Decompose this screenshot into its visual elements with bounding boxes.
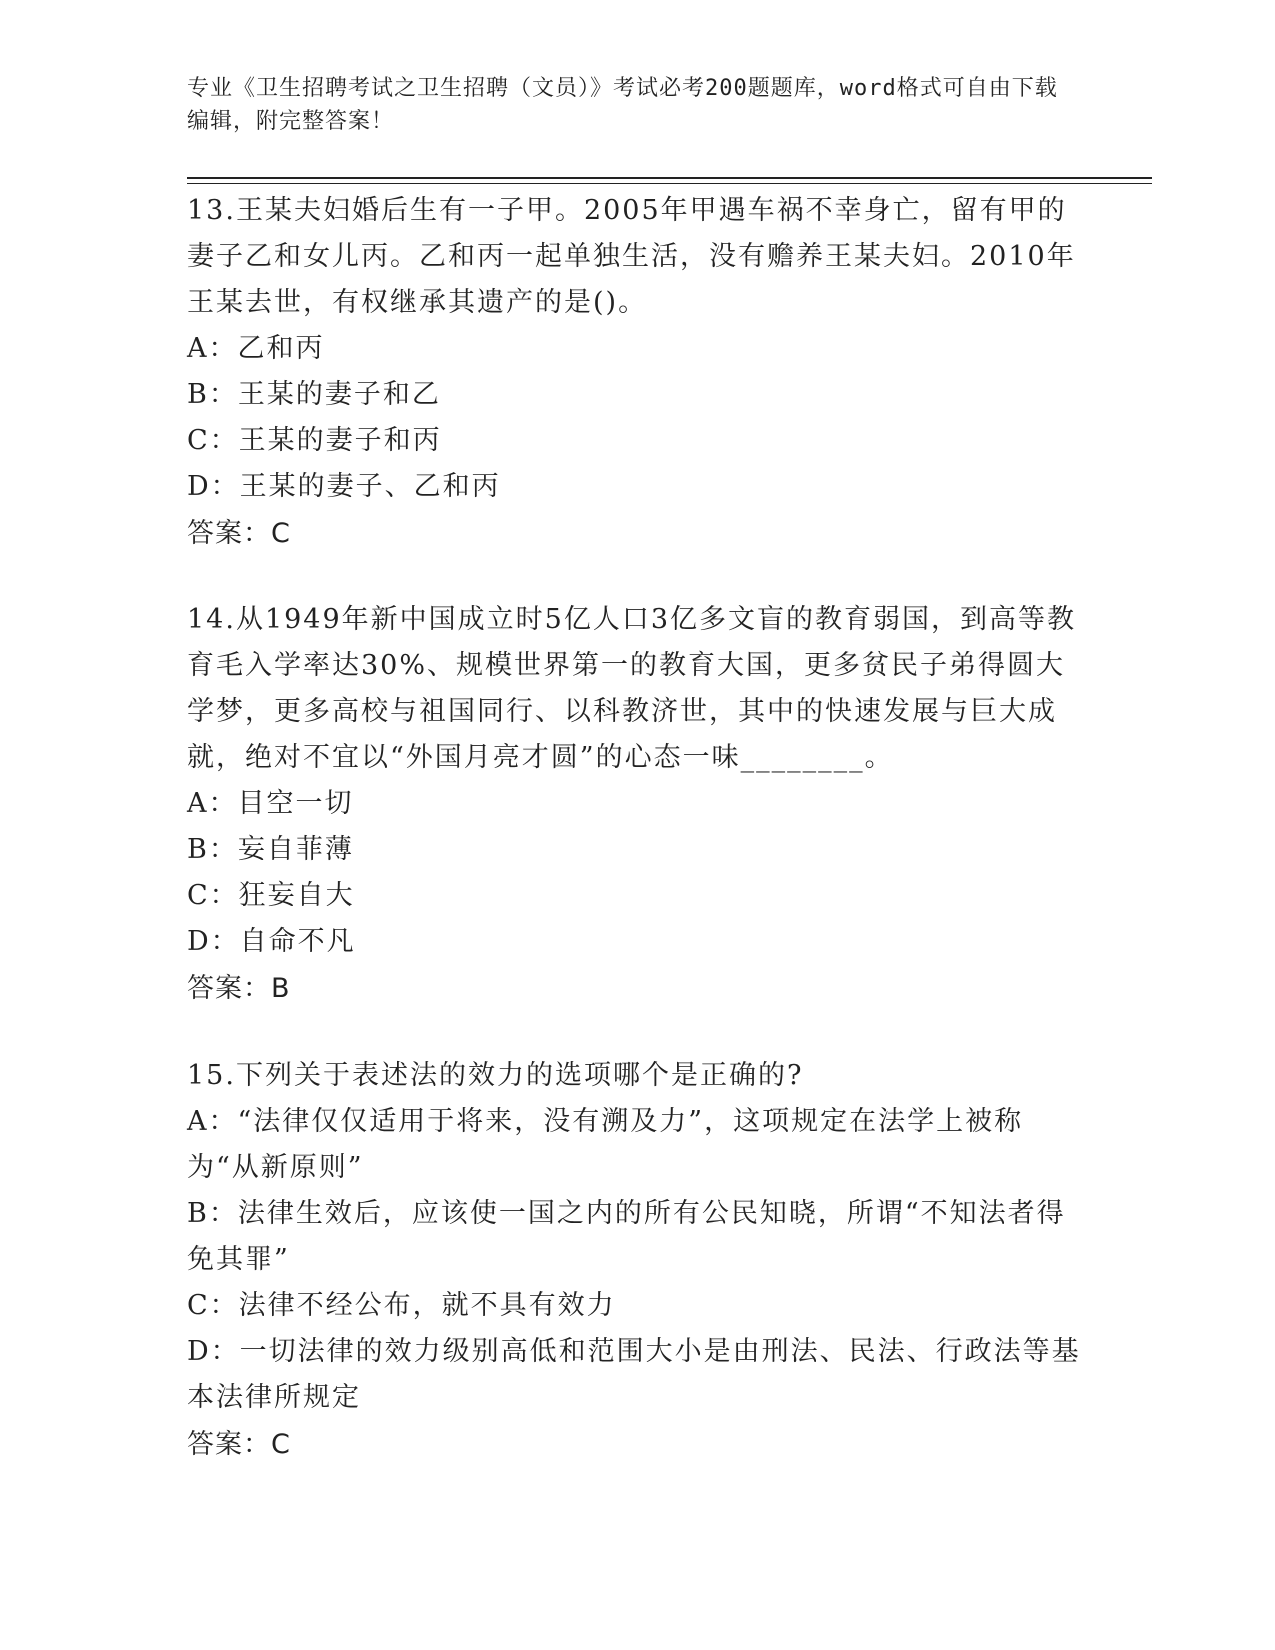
question-stem: 14.从1949年新中国成立时5亿人口3亿多文盲的教育弱国，到高等教育毛入学率达30%、规模世界第一的教育大国，更多贫民子弟得圆大学梦，更多高校与祖国同行、以科教济世，其中的快速发展与巨大成就，绝对不宜以“外国月亮才圆”的心态一味________。: [187, 604, 1077, 773]
header-rule-thick: [187, 177, 1152, 179]
document-header: 专业《卫生招聘考试之卫生招聘（文员）》考试必考200题题库，word格式可自由下载编辑，附完整答案！: [187, 76, 1058, 134]
option-d: D：王某的妻子、乙和丙: [187, 471, 501, 502]
option-b: B：法律生效后，应该使一国之内的所有公民知晓，所谓“不知法者得免其罪”: [187, 1198, 1066, 1275]
option-d: D：一切法律的效力级别高低和范围大小是由刑法、民法、行政法等基本法律所规定: [187, 1336, 1081, 1413]
option-a: A：目空一切: [187, 788, 354, 819]
option-c: C：王某的妻子和丙: [187, 425, 442, 456]
option-a: A：乙和丙: [187, 333, 325, 364]
question-stem: 13.王某夫妇婚后生有一子甲。2005年甲遇车祸不幸身亡，留有甲的妻子乙和女儿丙。乙和丙一起单独生活，没有赡养王某夫妇。2010年王某去世，有权继承其遗产的是()。: [187, 195, 1076, 318]
option-c: C：法律不经公布，就不具有效力: [187, 1290, 616, 1321]
option-d: D：自命不凡: [187, 926, 356, 957]
answer-line: 答案：B: [187, 973, 291, 1004]
question-14: [187, 597, 1092, 1013]
question-13: [187, 188, 1092, 558]
question-stem: 15.下列关于表述法的效力的选项哪个是正确的?: [187, 1060, 804, 1091]
option-a: A：“法律仅仅适用于将来，没有溯及力”，这项规定在法学上被称为“从新原则”: [187, 1106, 1024, 1183]
answer-line: 答案：C: [187, 518, 291, 549]
question-15: [187, 1053, 1092, 1469]
option-b: B：王某的妻子和乙: [187, 379, 441, 410]
option-c: C：狂妄自大: [187, 880, 355, 911]
answer-line: 答案：C: [187, 1429, 291, 1460]
option-b: B：妄自菲薄: [187, 834, 354, 865]
header-rule-thin: [187, 183, 1152, 184]
